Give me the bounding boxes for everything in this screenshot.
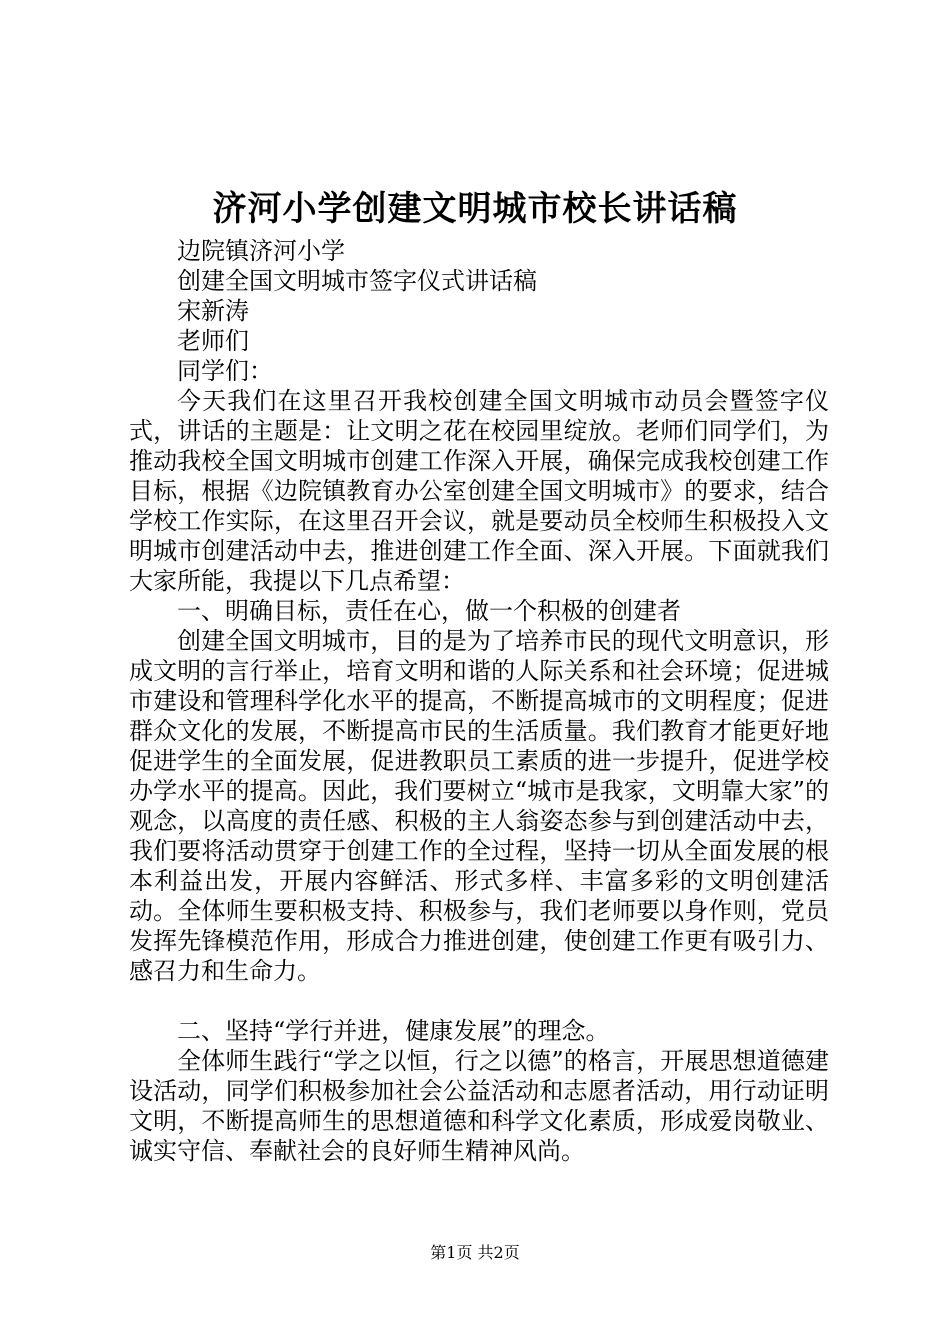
paragraph-intro: 今天我们在这里召开我校创建全国文明城市动员会暨签字仪式，讲话的主题是：让文明之花在校园里绽放。老师们同学们，为推动我校全国文明城市创建工作深入开展，确保完成我校创建工作目标，根据《边院镇教育办公室创建全国文明城市》的要求，结合学校工作实际，在这里召开会议，就是要动员全校师生积极投入文明城市创建活动中去，推进创建工作全面、深入开展。下面就我们大家所能，我提以下几点希望： <box>129 387 829 595</box>
document-title: 济河小学创建文明城市校长讲话稿 <box>212 189 738 229</box>
header-line-school: 边院镇济河小学 <box>177 237 345 265</box>
paragraph-section-1: 创建全国文明城市，目的是为了培养市民的现代文明意识，形成文明的言行举止，培育文明和谐的人际关系和社会环境；促进城市建设和管理科学化水平的提高，不断提高城市的文明程度；促进群众文化的发展，不断提高市民的生活质量。我们教育才能更好地促进学生的全面发展，促进教职员工素质的进一步提升，促进学校办学水平的提高。因此，我们要树立“城市是我家，文明靠大家”的观念，以高度的责任感、积极的主人翁姿态参与到创建活动中去，我们要将活动贯穿于创建工作的全过程，坚持一切从全面发展的根本利益出发，开展内容鲜活、形式多样、丰富多彩的文明创建活动。全体师生要积极支持、积极参与，我们老师要以身作则，党员发挥先锋模范作用，形成合力推进创建，使创建工作更有吸引力、感召力和生命力。 <box>129 627 829 985</box>
page-number-footer: 第1页 共2页 <box>430 1243 520 1262</box>
paragraph-gap <box>129 986 829 1016</box>
header-line-greeting-students: 同学们： <box>177 357 273 385</box>
document-body <box>129 236 829 1166</box>
section-heading-2: 二、坚持“学行并进，健康发展”的理念。 <box>177 1017 610 1045</box>
paragraph-section-2: 全体师生践行“学之以恒，行之以德”的格言，开展思想道德建设活动，同学们积极参加社会公益活动和志愿者活动，用行动证明文明，不断提高师生的思想道德和科学文化素质，形成爱岗敬业、诚实守信、奉献社会的良好师生精神风尚。 <box>129 1047 829 1165</box>
header-line-greeting-teachers: 老师们 <box>177 327 249 355</box>
header-line-subject: 创建全国文明城市签字仪式讲话稿 <box>177 267 537 295</box>
section-heading-1: 一、明确目标，责任在心，做一个积极的创建者 <box>177 597 681 625</box>
header-line-speaker: 宋新涛 <box>177 297 249 325</box>
